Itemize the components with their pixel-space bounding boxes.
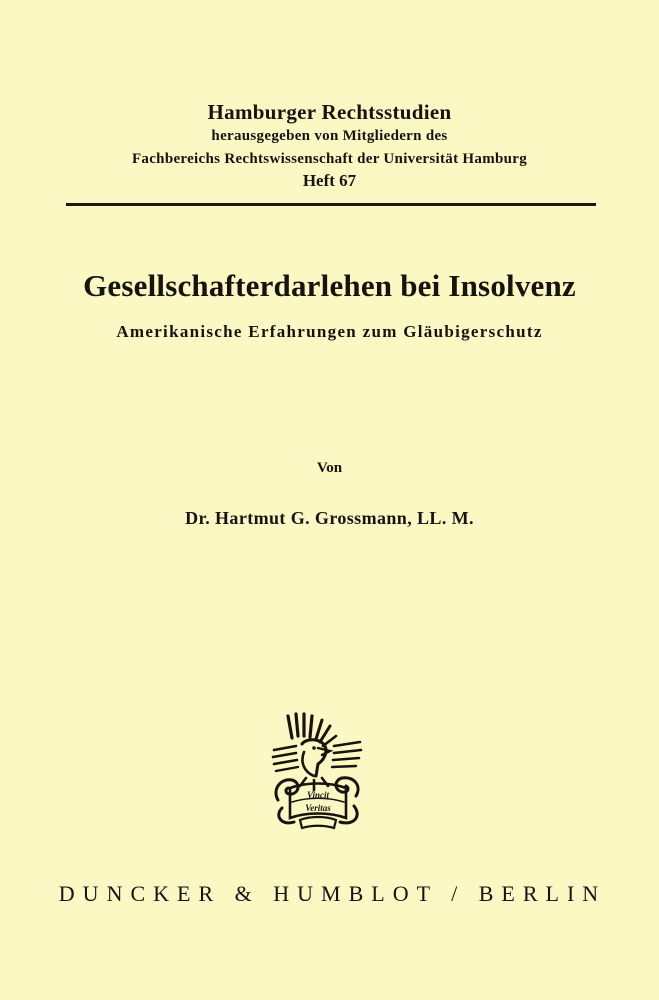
author-name: Dr. Hartmut G. Grossmann, LL. M.	[185, 508, 474, 528]
series-issue: Heft 67	[302, 171, 357, 190]
series-title: Hamburger Rechtsstudien	[207, 100, 452, 124]
author-by-label: Von	[316, 460, 343, 476]
logo-motto-top: Vincit	[306, 790, 330, 800]
publisher-imprint: DUNCKER & HUMBLOT / BERLIN	[58, 881, 607, 906]
eagle-emblem-icon	[270, 712, 365, 830]
book-title: Gesellschafterdarlehen bei Insolvenz	[83, 268, 576, 303]
book-subtitle: Amerikanische Erfahrungen zum Gläubigerschutz	[116, 322, 543, 341]
series-editors-line: herausgegeben von Mitgliedern des	[211, 128, 448, 144]
logo-motto-bottom: Veritas	[305, 803, 331, 813]
series-department-line: Fachbereichs Rechtswissenschaft der Universität Hamburg	[131, 151, 528, 167]
horizontal-rule	[66, 203, 596, 206]
